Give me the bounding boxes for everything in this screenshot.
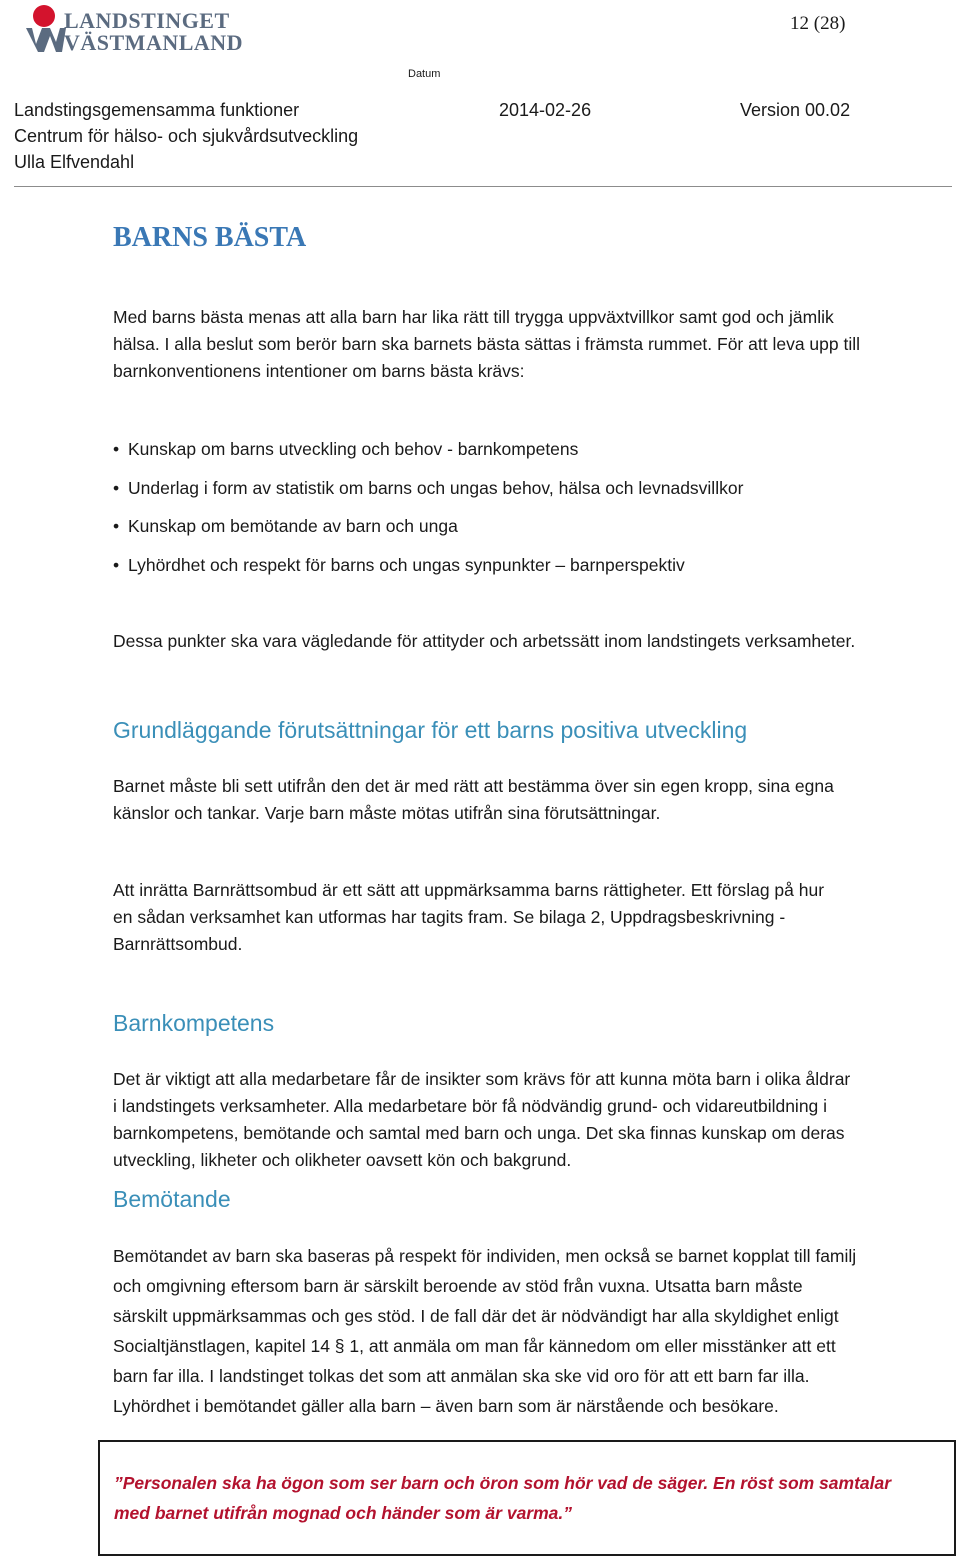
quote-text bbox=[114, 1468, 944, 1528]
list-item: • Kunskap om bemötande av barn och unga bbox=[113, 513, 743, 552]
department: Centrum för hälso- och sjukvårdsutveckling bbox=[14, 126, 359, 146]
text-line: Att inrätta Barnrättsombud är ett sätt att uppmärksamma barns rättigheter. Ett förslag på hur bbox=[113, 880, 825, 900]
quote-line: med barnet utifrån mognad och händer som är varma.” bbox=[114, 1503, 573, 1523]
document-date: 2014-02-26 bbox=[499, 100, 592, 120]
author: Ulla Elfvendahl bbox=[14, 152, 135, 172]
section-heading-barnkompetens: Barnkompetens bbox=[113, 1010, 275, 1036]
logo-wordmark bbox=[64, 10, 243, 54]
text-line: hälsa. I alla beslut som berör barn ska barnets bästa sättas i främsta rummet. För att leva upp till bbox=[113, 334, 860, 354]
text-line: Socialtjänstlagen, kapitel 14 § 1, att anmäla om man får kännedom om eller misstänker att ett bbox=[113, 1336, 836, 1356]
text-line: barn far illa. I landstinget tolkas det som att anmälan ska ske vid oro för att ett barn far illa. bbox=[113, 1366, 810, 1386]
intro-paragraph bbox=[113, 304, 933, 385]
text-line: utveckling, likheter och olikheter oavsett kön och bakgrund. bbox=[113, 1150, 572, 1170]
text-line: Bemötandet av barn ska baseras på respekt för individen, men också se barnet kopplat till familj bbox=[113, 1246, 857, 1266]
section2-paragraph bbox=[113, 1066, 933, 1174]
header-divider bbox=[14, 186, 952, 187]
list-item: • Underlag i form av statistik om barns och ungas behov, hälsa och levnadsvillkor bbox=[113, 475, 743, 514]
datum-label: Datum bbox=[408, 68, 441, 80]
text-line: känslor och tankar. Varje barn måste mötas utifrån sina förutsättningar. bbox=[113, 803, 661, 823]
text-line: barnkonventionens intentioner om barns bästa krävs: bbox=[113, 361, 525, 381]
list-item: • Lyhördhet och respekt för barns och ungas synpunkter – barnperspektiv bbox=[113, 552, 743, 591]
text-line: Med barns bästa menas att alla barn har lika rätt till trygga uppväxtvillkor samt god och jämlik bbox=[113, 307, 834, 327]
org-unit: Landstingsgemensamma funktioner bbox=[14, 100, 300, 120]
guidance-paragraph: Dessa punkter ska vara vägledande för attityder och arbetssätt inom landstingets verksamheter. bbox=[113, 631, 856, 651]
text-line: Barnrättsombud. bbox=[113, 934, 243, 954]
section-heading-grundlaggande: Grundläggande förutsättningar för ett barns positiva utveckling bbox=[113, 717, 748, 743]
requirements-list bbox=[113, 436, 743, 590]
logo-line-2: VÄSTMANLAND bbox=[64, 30, 244, 55]
list-item: • Kunskap om barns utveckling och behov - barnkompetens bbox=[113, 436, 743, 475]
section-heading-bemotande: Bemötande bbox=[113, 1186, 231, 1212]
page-title: BARNS BÄSTA bbox=[113, 222, 307, 253]
text-line: barnkompetens, bemötande och samtal med barn och unga. Det ska finnas kunskap om deras bbox=[113, 1123, 845, 1143]
quote-line: ”Personalen ska ha ögon som ser barn och öron som hör vad de säger. En röst som samtalar bbox=[114, 1473, 892, 1493]
text-line: Det är viktigt att alla medarbetare får de insikter som krävs för att kunna möta barn i olika åldrar bbox=[113, 1069, 851, 1089]
page-number: 12 (28) bbox=[790, 13, 846, 34]
text-line: i landstingets verksamheter. Alla medarbetare bör få nödvändig grund- och vidareutbildning i bbox=[113, 1096, 828, 1116]
landstinget-logo bbox=[16, 2, 244, 58]
text-line: Barnet måste bli sett utifrån den det är med rätt att bestämma över sin egen kropp, sina egna bbox=[113, 776, 834, 796]
section1-paragraph-2 bbox=[113, 877, 933, 958]
section1-paragraph-1 bbox=[113, 773, 933, 827]
text-line: särskilt uppmärksammas och ges stöd. I de fall där det är nödvändigt har alla skyldighet enligt bbox=[113, 1306, 839, 1326]
logo-line-1: LANDSTINGET bbox=[64, 8, 230, 33]
text-line: Lyhördhet i bemötandet gäller alla barn – även barn som är närstående och besökare. bbox=[113, 1396, 779, 1416]
text-line: en sådan verksamhet kan utformas har tagits fram. Se bilaga 2, Uppdragsbeskrivning - bbox=[113, 907, 786, 927]
quote-box bbox=[98, 1440, 956, 1556]
document-version: Version 00.02 bbox=[740, 100, 851, 120]
section3-paragraph bbox=[113, 1241, 933, 1421]
text-line: och omgivning eftersom barn är särskilt beroende av stöd från vuxna. Utsatta barn måste bbox=[113, 1276, 803, 1296]
